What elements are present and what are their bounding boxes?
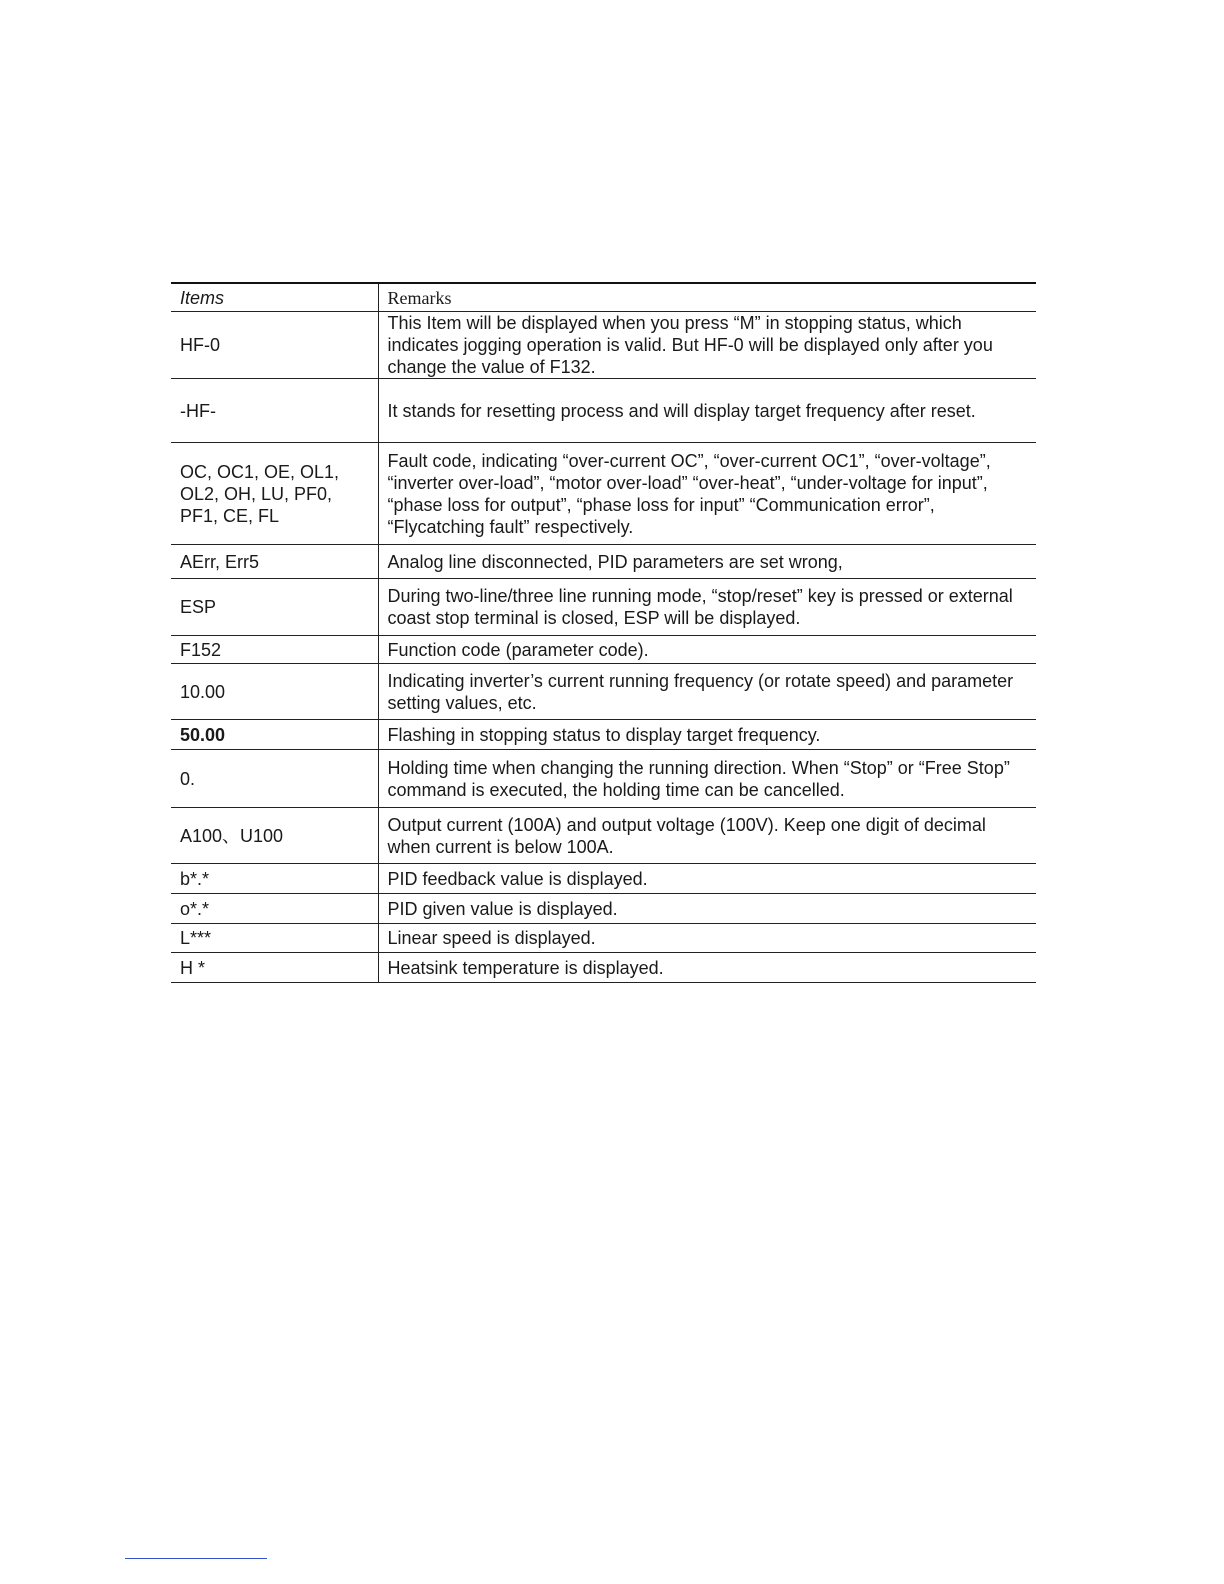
remark-cell: It stands for resetting process and will display target frequency after reset.: [378, 379, 1036, 443]
remark-cell: Fault code, indicating “over-current OC”, “over-current OC1”, “over-voltage”, “inverter over-load”, “motor over-load” “over-heat”, “under-voltage for input”, “phase loss for output”, “phase loss for input” “Communication error”, “Flycatching fault” respectively.: [378, 443, 1036, 545]
table-row: [171, 864, 1036, 894]
item-cell: 0.: [171, 750, 378, 808]
item-cell: HF-0: [171, 312, 378, 379]
table-row: [171, 579, 1036, 636]
item-cell: A100、U100: [171, 808, 378, 864]
remark-cell: PID given value is displayed.: [378, 894, 1036, 924]
table-row: [171, 312, 1036, 379]
item-cell: b*.*: [171, 864, 378, 894]
remark-cell: Indicating inverter’s current running frequency (or rotate speed) and parameter setting values, etc.: [378, 664, 1036, 720]
table-row: [171, 953, 1036, 983]
item-cell: AErr, Err5: [171, 545, 378, 579]
table-row: [171, 924, 1036, 953]
item-cell: 50.00: [171, 720, 378, 750]
item-cell: H *: [171, 953, 378, 983]
remark-cell: Output current (100A) and output voltage (100V). Keep one digit of decimal when current is below 100A.: [378, 808, 1036, 864]
item-cell: L***: [171, 924, 378, 953]
item-cell: OC, OC1, OE, OL1, OL2, OH, LU, PF0, PF1, CE, FL: [171, 443, 378, 545]
remark-cell: Function code (parameter code).: [378, 636, 1036, 664]
remarks-column-header: Remarks: [378, 283, 1036, 312]
remark-cell: Heatsink temperature is displayed.: [378, 953, 1036, 983]
item-cell: F152: [171, 636, 378, 664]
remark-cell: Flashing in stopping status to display target frequency.: [378, 720, 1036, 750]
table-row: [171, 379, 1036, 443]
display-items-table: [171, 282, 1036, 983]
table-row: [171, 894, 1036, 924]
item-cell: ESP: [171, 579, 378, 636]
remark-cell: This Item will be displayed when you press “M” in stopping status, which indicates jogging operation is valid. But HF-0 will be displayed only after you change the value of F132.: [378, 312, 1036, 379]
items-column-header: Items: [171, 283, 378, 312]
table-header-row: [171, 283, 1036, 312]
table-row: [171, 443, 1036, 545]
table-row: [171, 808, 1036, 864]
remark-cell: Analog line disconnected, PID parameters are set wrong,: [378, 545, 1036, 579]
item-cell: -HF-: [171, 379, 378, 443]
table-row: [171, 545, 1036, 579]
remark-cell: Holding time when changing the running direction. When “Stop” or “Free Stop” command is executed, the holding time can be cancelled.: [378, 750, 1036, 808]
table-row: [171, 636, 1036, 664]
item-cell: o*.*: [171, 894, 378, 924]
remark-cell: Linear speed is displayed.: [378, 924, 1036, 953]
table-row: [171, 664, 1036, 720]
table-row: [171, 720, 1036, 750]
footnote-separator: [125, 1558, 267, 1559]
remark-cell: PID feedback value is displayed.: [378, 864, 1036, 894]
remark-cell: During two-line/three line running mode, “stop/reset” key is pressed or external coast stop terminal is closed, ESP will be displayed.: [378, 579, 1036, 636]
table-row: [171, 750, 1036, 808]
item-cell: 10.00: [171, 664, 378, 720]
